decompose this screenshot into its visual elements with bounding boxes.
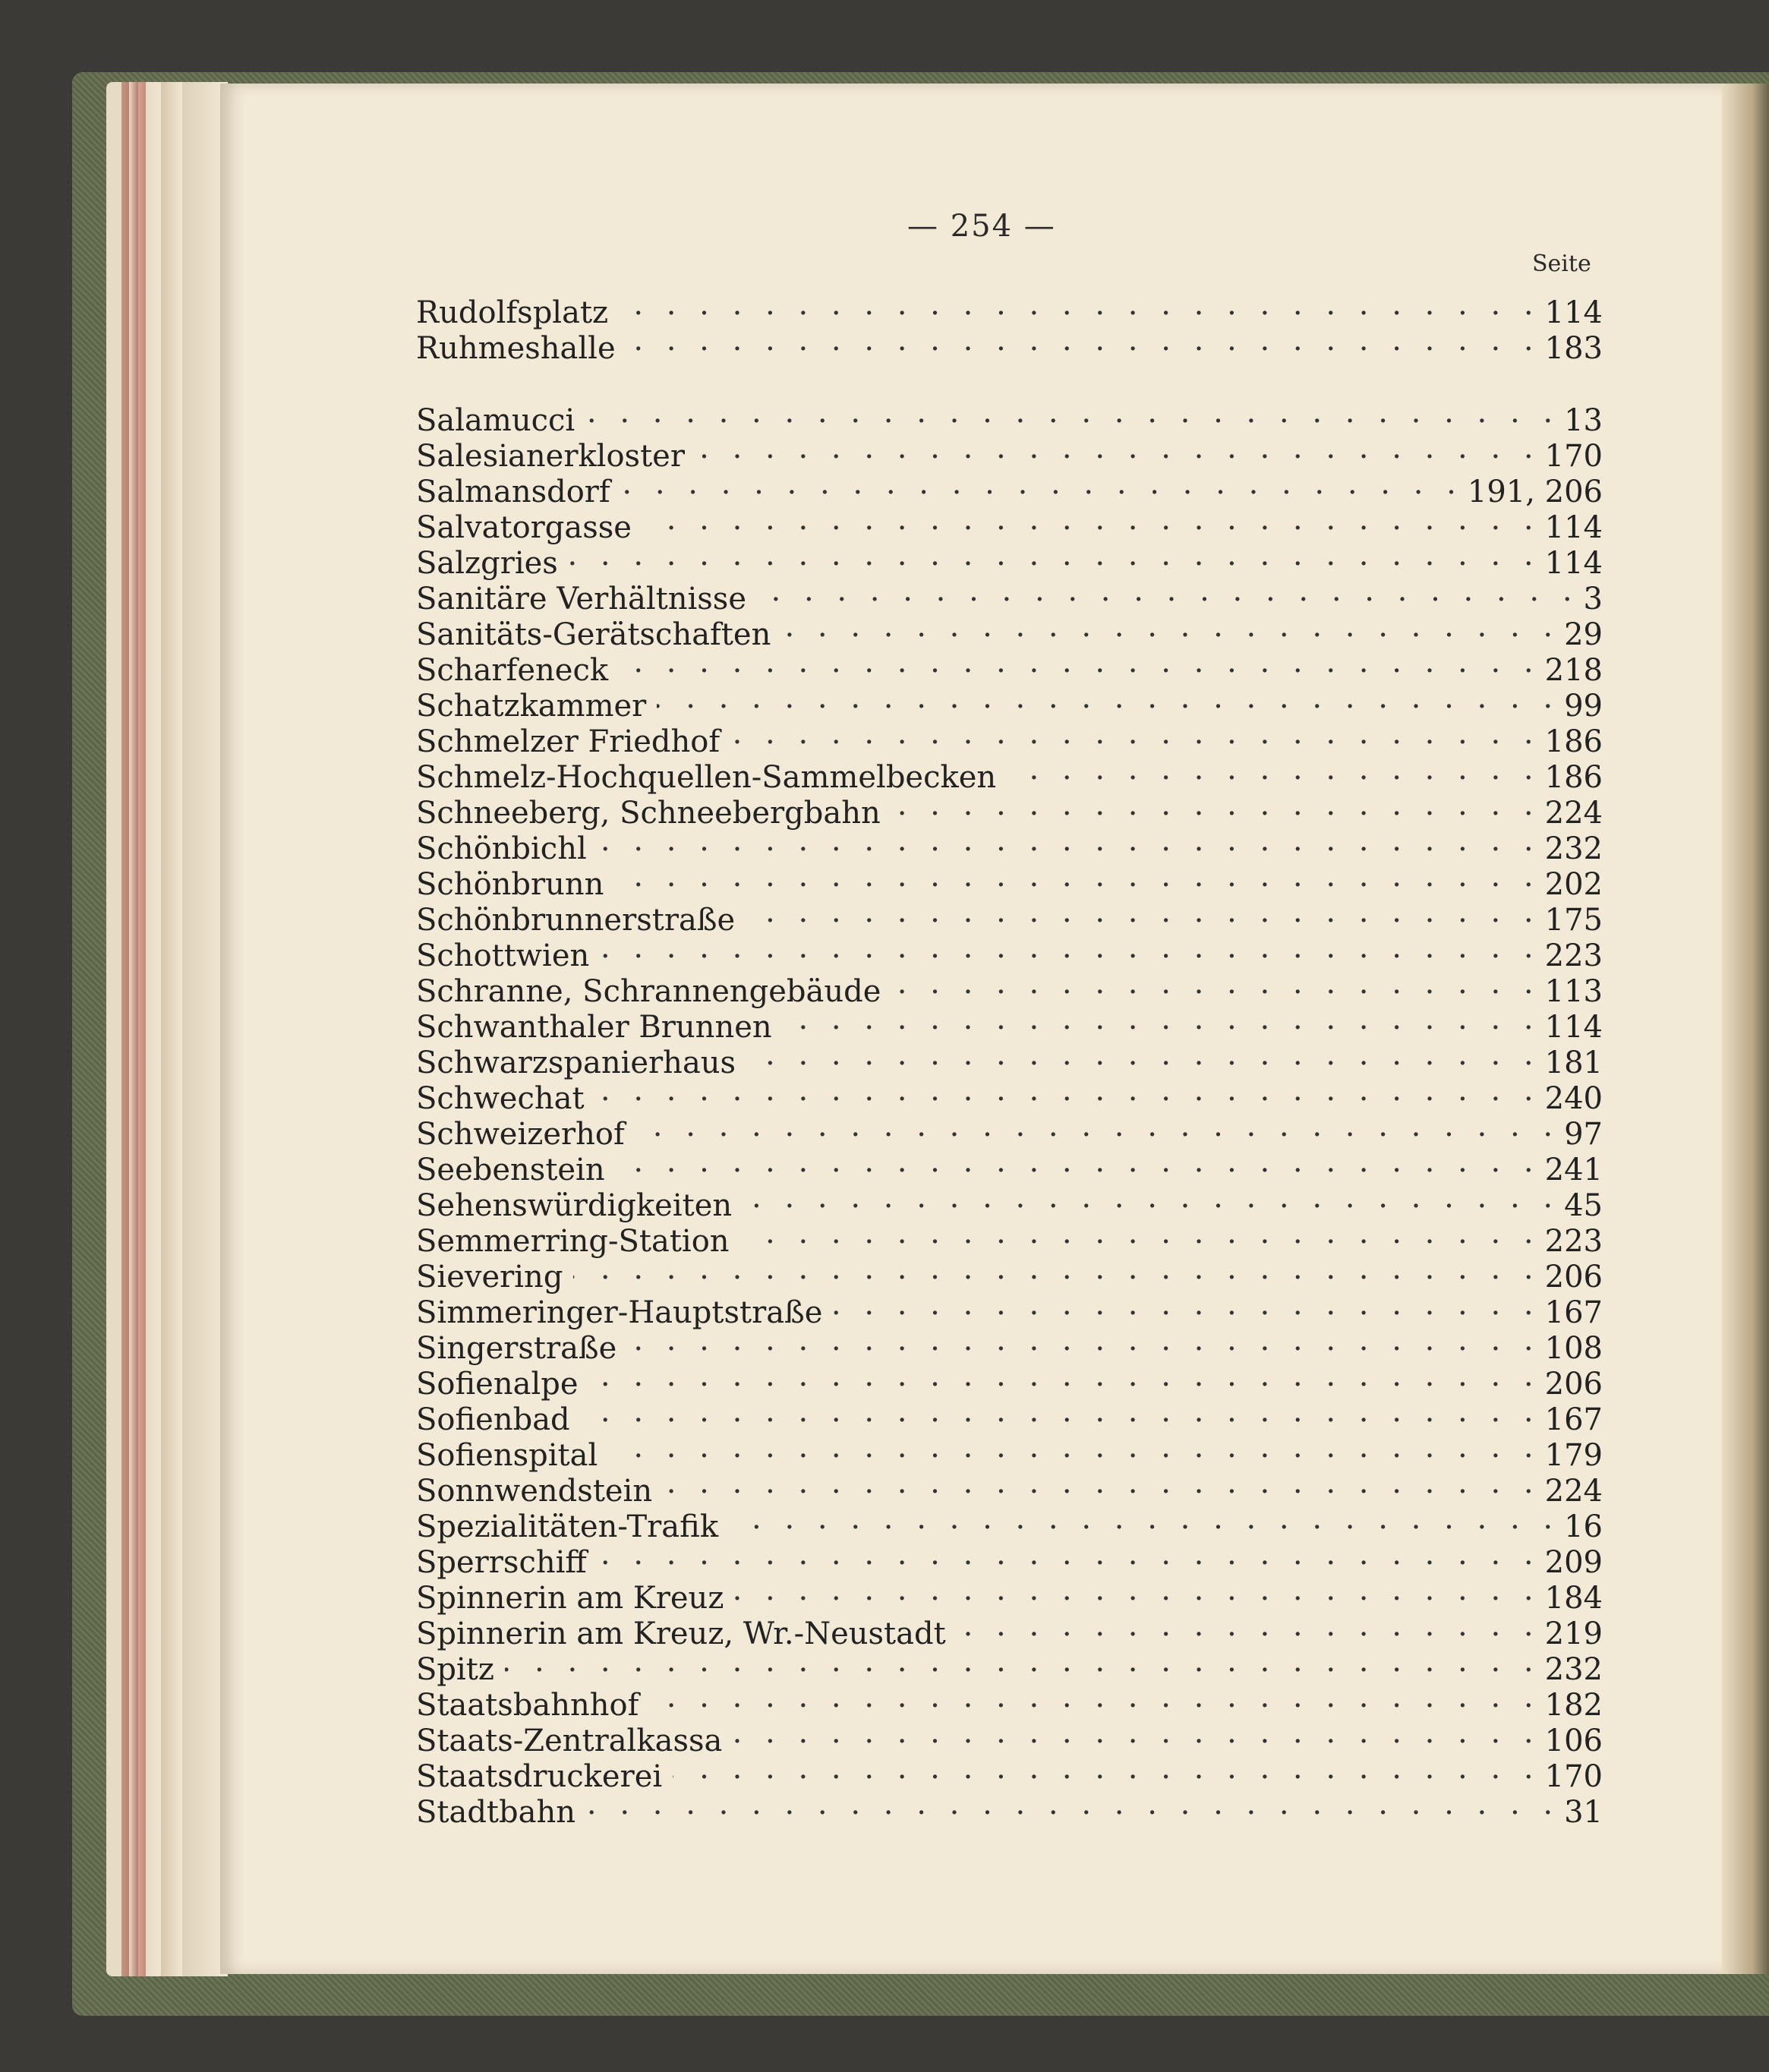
index-entry [416, 1679, 1603, 1723]
index-term: Scharfeneck [416, 653, 609, 688]
index-page-ref: 179 [1544, 1438, 1603, 1473]
dot-leader [627, 1323, 1540, 1358]
index-term: Schranne, Schrannengebäude [416, 974, 881, 1009]
dot-leader [734, 1572, 1540, 1608]
index-page-ref: 113 [1544, 974, 1603, 1009]
index-page-ref: 97 [1564, 1117, 1603, 1152]
index-term: Schweizerhof [416, 1117, 625, 1152]
index-term: Singerstraße [416, 1331, 617, 1366]
index-page-ref: 202 [1544, 867, 1603, 902]
index-entry [416, 1787, 1603, 1830]
index-term: Salvatorgasse [416, 510, 632, 545]
index-term: Stadtbahn [416, 1795, 575, 1830]
index-page-ref: 191, 206 [1467, 475, 1603, 509]
dot-leader [626, 323, 1540, 358]
dot-leader [695, 430, 1540, 466]
index-term: Schwarzspanierhaus [416, 1045, 736, 1080]
index-group-r [416, 287, 1603, 366]
dot-leader [635, 1109, 1559, 1144]
index-term: Sanitäre Verhältnisse [416, 582, 746, 617]
dot-leader [730, 716, 1540, 752]
page-number: — 254 — [907, 209, 1056, 244]
index-term: Sofienbad [416, 1402, 570, 1437]
index-term: Schönbichl [416, 831, 587, 866]
dot-leader [891, 787, 1540, 823]
index-page-ref: 232 [1544, 1652, 1603, 1687]
index-list [416, 287, 1603, 1830]
index-term: Spinnerin am Kreuz, Wr.-Neustadt [416, 1616, 946, 1651]
index-term: Spezialitäten-Trafik [416, 1509, 719, 1544]
index-term: Schottwien [416, 938, 590, 973]
index-page-ref: 182 [1544, 1688, 1603, 1723]
index-group-s [416, 395, 1603, 1830]
dot-leader [746, 1037, 1540, 1073]
dot-leader [957, 1608, 1540, 1644]
index-page-ref: 181 [1544, 1045, 1603, 1080]
index-term: Sofienspital [416, 1438, 598, 1473]
index-page-ref: 209 [1544, 1545, 1603, 1580]
index-entry [416, 1251, 1603, 1295]
index-page-ref: 167 [1544, 1295, 1603, 1330]
index-term: Schwechat [416, 1081, 585, 1116]
index-term: Sperrschiff [416, 1545, 587, 1580]
dot-leader [649, 1679, 1540, 1715]
dot-leader [619, 287, 1540, 323]
index-page-ref: 3 [1583, 582, 1603, 617]
index-term: Sehenswürdigkeiten [416, 1188, 733, 1223]
dot-leader [598, 823, 1540, 859]
index-page-ref: 223 [1544, 938, 1603, 973]
dot-leader [614, 859, 1540, 894]
dot-leader [757, 573, 1579, 609]
index-page-ref: 29 [1564, 617, 1603, 652]
dot-leader [621, 466, 1463, 502]
index-entry [416, 573, 1603, 617]
index-page-ref: 186 [1544, 724, 1603, 759]
dot-leader [595, 1073, 1540, 1109]
dot-leader [733, 1715, 1540, 1751]
index-page-ref: 224 [1544, 796, 1603, 831]
dot-leader [729, 1501, 1559, 1537]
dot-leader [783, 1001, 1540, 1037]
index-page-ref: 114 [1544, 510, 1603, 545]
index-term: Staatsdruckerei [416, 1759, 663, 1794]
index-term: Sonnwendstein [416, 1474, 653, 1509]
index-term: Salmansdorf [416, 475, 610, 509]
dot-leader [781, 609, 1559, 645]
index-term: Staats-Zentralkassa [416, 1724, 723, 1758]
index-entry [416, 287, 1603, 330]
index-page-ref: 224 [1544, 1474, 1603, 1509]
index-term: Seebenstein [416, 1153, 605, 1187]
index-entry [416, 430, 1603, 474]
index-term: Rudolfsplatz [416, 295, 609, 330]
index-term: Salzgries [416, 546, 558, 581]
index-term: Staatsbahnhof [416, 1688, 639, 1723]
dot-leader [740, 1216, 1540, 1251]
index-page-ref: 13 [1564, 403, 1603, 438]
index-page-ref: 218 [1544, 653, 1603, 688]
index-page-ref: 31 [1564, 1795, 1603, 1830]
index-entry [416, 395, 1603, 438]
dot-leader [569, 538, 1540, 573]
column-header-seite: Seite [1532, 251, 1591, 277]
index-term: Schmelzer Friedhof [416, 724, 721, 759]
index-page-ref: 45 [1564, 1188, 1603, 1223]
dot-leader [598, 1537, 1540, 1572]
dot-leader [608, 1430, 1540, 1465]
index-term: Schönbrunn [416, 867, 604, 902]
index-term: Salamucci [416, 403, 575, 438]
dot-leader [619, 645, 1540, 680]
dot-leader [505, 1644, 1540, 1679]
dot-leader [746, 894, 1540, 930]
index-term: Spinnerin am Kreuz [416, 1581, 724, 1616]
index-term: Sievering [416, 1260, 563, 1295]
dot-leader [673, 1751, 1540, 1787]
index-page-ref: 175 [1544, 903, 1603, 938]
index-page-ref: 99 [1564, 689, 1603, 724]
dot-leader [600, 930, 1540, 966]
index-page-ref: 232 [1544, 831, 1603, 866]
index-page-ref: 186 [1544, 760, 1603, 795]
dot-leader [1007, 752, 1540, 787]
index-page-ref: 170 [1544, 1759, 1603, 1794]
index-term: Simmeringer-Hauptstraße [416, 1295, 823, 1330]
index-page-ref: 241 [1544, 1153, 1603, 1187]
index-page-ref: 206 [1544, 1260, 1603, 1295]
dot-leader [589, 1358, 1540, 1394]
page-edges [106, 82, 228, 1976]
dot-leader [743, 1180, 1559, 1216]
index-term: Ruhmeshalle [416, 331, 616, 366]
index-page-ref: 219 [1544, 1616, 1603, 1651]
index-entry [416, 1287, 1603, 1330]
index-page-ref: 170 [1544, 439, 1603, 474]
index-entry [416, 538, 1603, 581]
dot-leader [642, 502, 1540, 538]
index-entry [416, 1394, 1603, 1437]
index-term: Sofienalpe [416, 1367, 579, 1402]
dot-leader [891, 966, 1540, 1001]
index-page-ref: 114 [1544, 546, 1603, 581]
dot-leader [581, 1394, 1540, 1430]
dot-leader [657, 680, 1559, 716]
dot-leader [616, 1144, 1540, 1180]
index-page-ref: 108 [1544, 1331, 1603, 1366]
index-term: Sanitäts-Gerätschaften [416, 617, 771, 652]
index-term: Schatzkammer [416, 689, 647, 724]
index-page-ref: 223 [1544, 1224, 1603, 1259]
index-entry [416, 1358, 1603, 1402]
dot-leader [585, 395, 1559, 430]
index-page-ref: 184 [1544, 1581, 1603, 1616]
dot-leader [833, 1287, 1540, 1323]
index-term: Schneeberg, Schneebergbahn [416, 796, 881, 831]
index-term: Semmerring-Station [416, 1224, 730, 1259]
index-term: Salesianerkloster [416, 439, 685, 474]
index-term: Schönbrunnerstraße [416, 903, 736, 938]
index-term: Schwanthaler Brunnen [416, 1010, 772, 1045]
index-page-ref: 16 [1564, 1509, 1603, 1544]
dot-leader [663, 1465, 1540, 1501]
index-page-ref: 114 [1544, 295, 1603, 330]
index-page-ref: 106 [1544, 1724, 1603, 1758]
index-page-ref: 114 [1544, 1010, 1603, 1045]
index-entry [416, 1430, 1603, 1473]
page-gutter [1722, 84, 1769, 1974]
index-term: Schmelz-Hochquellen-Sammelbecken [416, 760, 997, 795]
index-page-ref: 240 [1544, 1081, 1603, 1116]
index-page-ref: 206 [1544, 1367, 1603, 1402]
index-page-ref: 167 [1544, 1402, 1603, 1437]
dot-leader [573, 1251, 1540, 1287]
dot-leader [586, 1787, 1559, 1822]
index-term: Spitz [416, 1652, 494, 1687]
index-entry [416, 1644, 1603, 1687]
index-page-ref: 183 [1544, 331, 1603, 366]
